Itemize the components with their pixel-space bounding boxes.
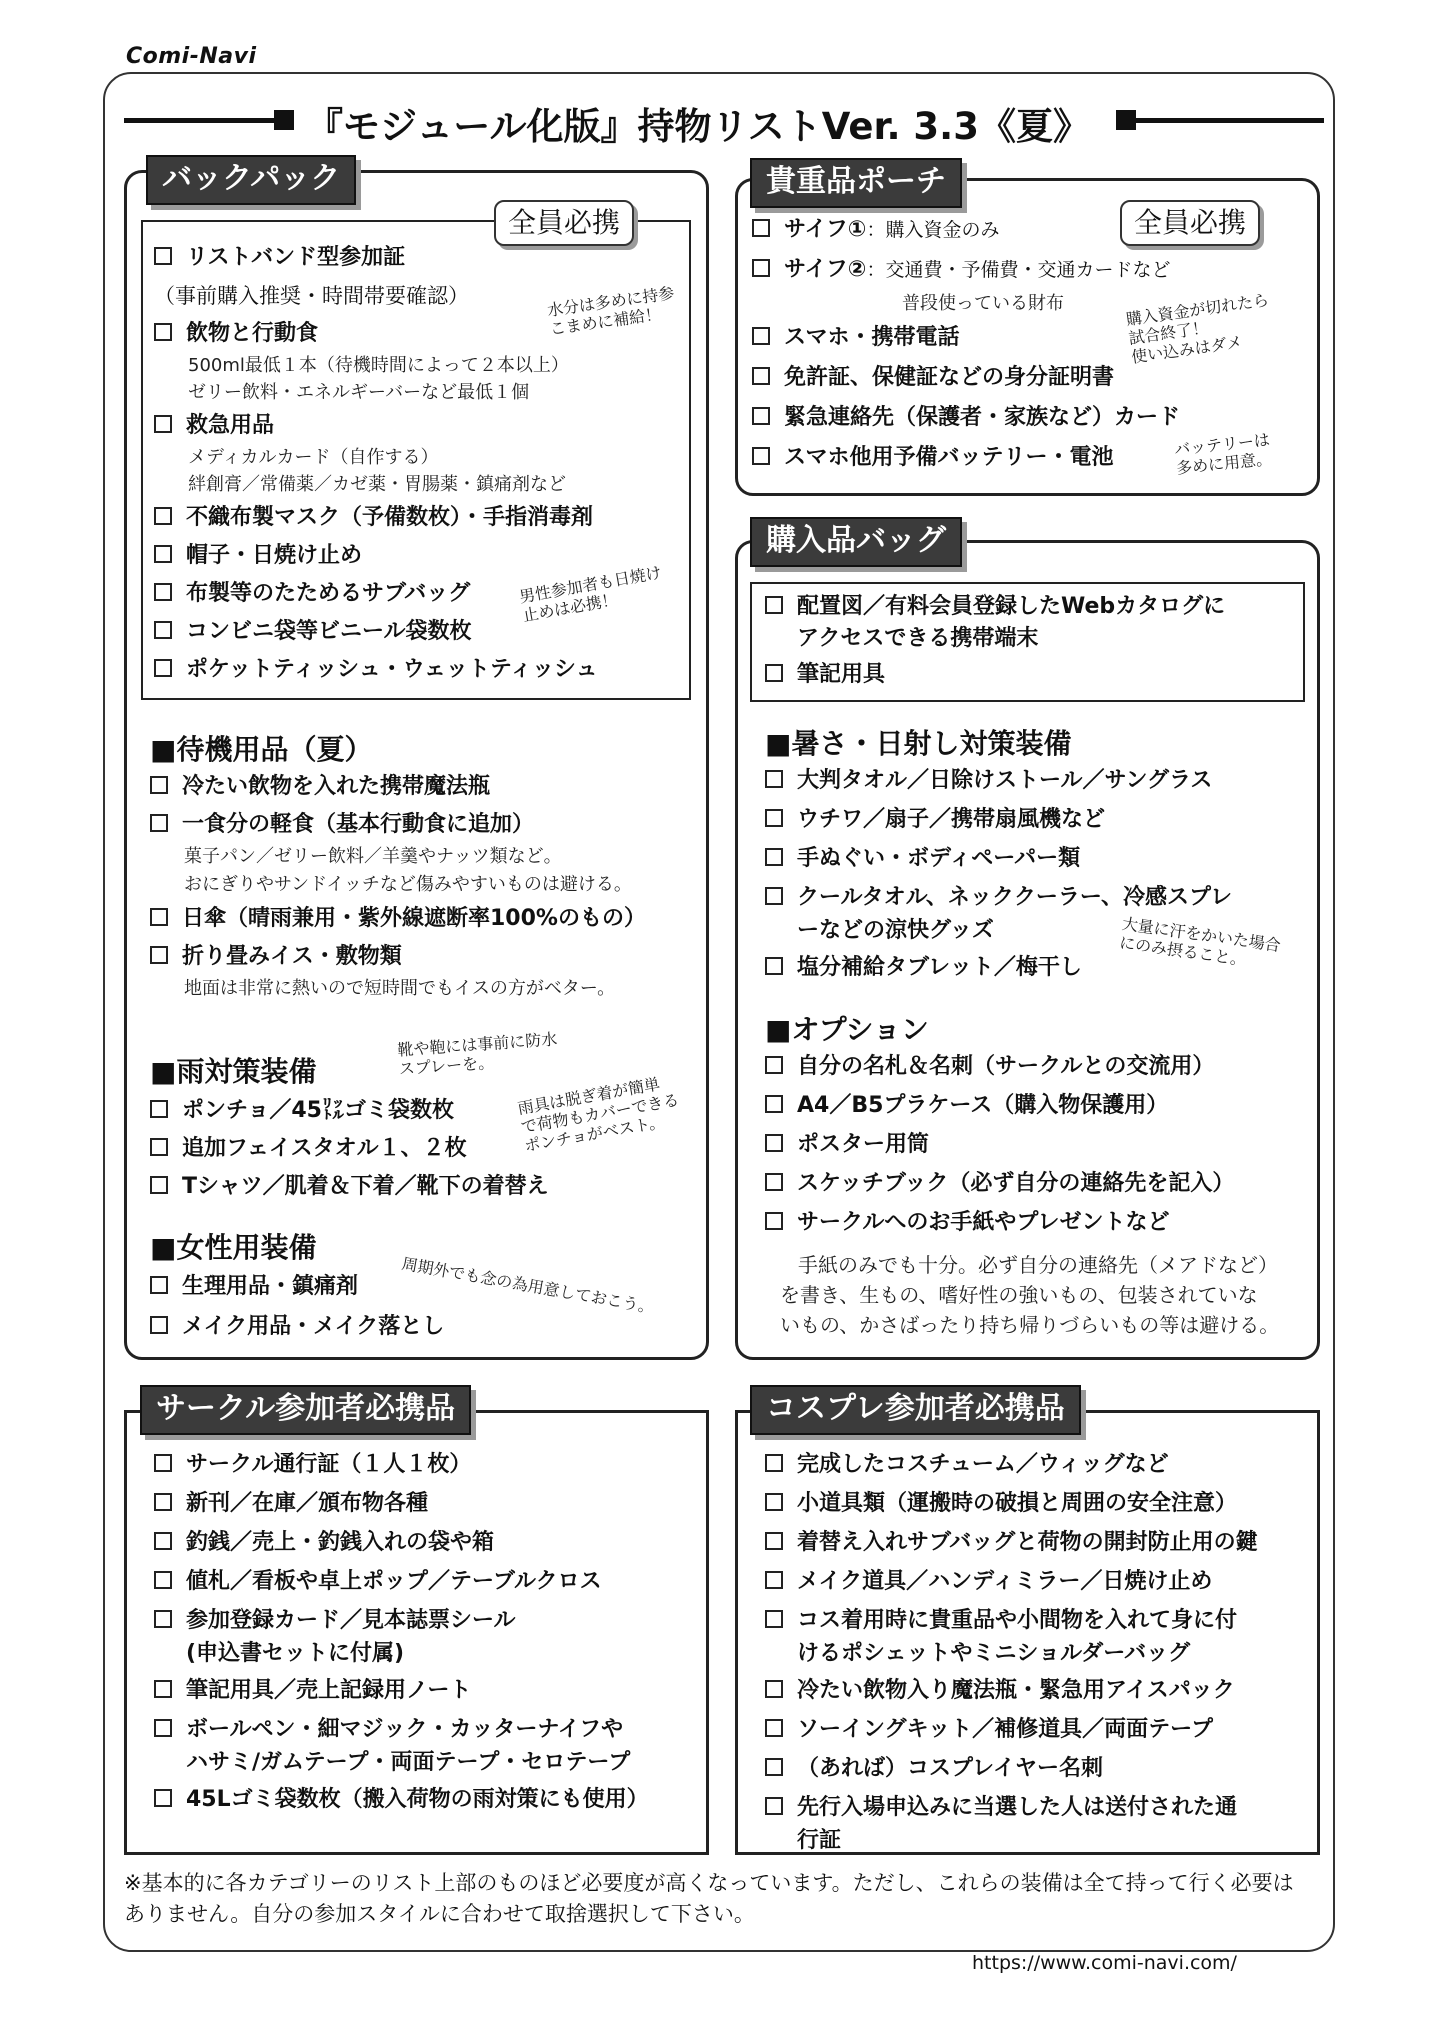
pouch-item[interactable] <box>752 255 1170 285</box>
backpack-item[interactable] <box>154 579 470 609</box>
item-label: 参加登録カード／見本誌票シール <box>186 1608 516 1633</box>
item-extra: ：購入資金のみ <box>866 219 1000 241</box>
item-label: 新刊／在庫／頒布物各種 <box>186 1491 429 1516</box>
circle-item-cont: (申込書セットに付属) <box>186 1641 405 1666</box>
checkbox-icon[interactable] <box>765 596 783 614</box>
checkbox-icon[interactable] <box>154 621 172 639</box>
rain-heading: ■雨対策装備 <box>150 1055 317 1088</box>
checkbox-icon[interactable] <box>154 507 172 525</box>
checkbox-icon[interactable] <box>154 1454 172 1472</box>
pouch-item[interactable] <box>752 363 1114 393</box>
cosplay-tag: コスプレ参加者必携品 <box>750 1385 1081 1435</box>
heat-item-cont: ーなどの涼快グッズ <box>797 918 994 943</box>
heat-item[interactable] <box>765 805 1105 835</box>
backpack-item[interactable] <box>154 503 593 533</box>
pouch-handnote: 購入資金が切れたら 試合終了！ 使い込みはダメ <box>1124 290 1270 367</box>
heat-heading: ■暑さ・日射し対策装備 <box>765 727 1072 760</box>
item-label: 生理用品・鎮痛剤 <box>182 1274 359 1299</box>
heat-item[interactable] <box>765 883 1232 913</box>
circle-item[interactable] <box>154 1450 471 1480</box>
title-rule-left <box>124 118 274 123</box>
checkbox-icon[interactable] <box>154 583 172 601</box>
item-label: 日傘（晴雨兼用・紫外線遮断率100%のもの） <box>182 906 646 931</box>
item-label: リストバンド型参加証 <box>186 245 406 270</box>
option-item[interactable] <box>765 1208 1169 1238</box>
checkbox-icon[interactable] <box>154 1789 172 1807</box>
item-label: ポケットティッシュ・ウェットティッシュ <box>186 657 598 682</box>
pouch-tag: 貴重品ポーチ <box>750 158 962 208</box>
checkbox-icon[interactable] <box>752 259 770 277</box>
item-label: 一食分の軽食（基本行動食に追加） <box>182 812 535 837</box>
item-label: 冷たい飲物を入れた携帯魔法瓶 <box>182 774 491 799</box>
cosplay-item[interactable] <box>765 1528 1258 1558</box>
waiting-item[interactable] <box>150 942 402 972</box>
checkbox-icon[interactable] <box>154 659 172 677</box>
item-label: スマホ他用予備バッテリー・電池 <box>784 445 1114 470</box>
heat-item[interactable] <box>765 844 1080 874</box>
checkbox-icon[interactable] <box>154 323 172 341</box>
checkbox-icon[interactable] <box>150 1316 168 1334</box>
circle-item[interactable] <box>154 1528 494 1558</box>
checkbox-icon[interactable] <box>765 770 783 788</box>
circle-item[interactable] <box>154 1567 602 1597</box>
item-label: サイフ② <box>784 257 867 282</box>
item-label: サイフ① <box>784 217 867 242</box>
circle-item-cont: ハサミ/ガムテープ・両面テープ・セロテープ <box>186 1750 631 1775</box>
checkbox-icon[interactable] <box>150 814 168 832</box>
rain-item[interactable] <box>150 1172 549 1202</box>
women-heading: ■女性用装備 <box>150 1231 317 1264</box>
bag-tag: 購入品バッグ <box>750 517 962 567</box>
item-label: コンビニ袋等ビニール袋数枚 <box>186 619 472 644</box>
option-item[interactable] <box>765 1091 1168 1121</box>
checkbox-icon[interactable] <box>765 1493 783 1511</box>
checkbox-icon[interactable] <box>765 1610 783 1628</box>
checkbox-icon[interactable] <box>765 1454 783 1472</box>
item-label: 救急用品 <box>186 413 275 438</box>
cosplay-item[interactable] <box>765 1793 1237 1823</box>
circle-item[interactable] <box>154 1606 516 1636</box>
backpack-item[interactable] <box>154 617 472 647</box>
checkbox-icon[interactable] <box>154 1680 172 1698</box>
option-note-line: いもの、かさばったり持ち帰りづらいもの等は避ける。 <box>780 1313 1280 1337</box>
checkbox-icon[interactable] <box>154 1493 172 1511</box>
cosplay-item[interactable] <box>765 1567 1212 1597</box>
checkbox-icon[interactable] <box>765 1095 783 1113</box>
waiting-item[interactable] <box>150 904 646 934</box>
item-label: Tシャツ／肌着＆下着／靴下の着替え <box>182 1174 549 1199</box>
cosplay-item[interactable] <box>765 1450 1169 1480</box>
item-label: 配置図／有料会員登録したWebカタログに <box>797 594 1226 619</box>
pouch-item[interactable] <box>752 443 1114 473</box>
item-label: サークルへのお手紙やプレゼントなど <box>797 1210 1170 1235</box>
item-label: 不織布製マスク（予備数枚）・手指消毒剤 <box>186 505 594 530</box>
item-label: 帽子・日焼け止め <box>186 543 363 568</box>
bag-item[interactable] <box>765 592 1225 622</box>
item-label: 大判タオル／日除けストール／サングラス <box>797 768 1213 793</box>
item-label: 折り畳みイス・敷物類 <box>182 944 402 969</box>
item-label: スマホ・携帯電話 <box>784 325 960 350</box>
item-label: ボールペン・細マジック・カッターナイフや <box>186 1717 624 1742</box>
checkbox-icon[interactable] <box>154 1719 172 1737</box>
circle-item[interactable] <box>154 1676 471 1706</box>
checkbox-icon[interactable] <box>150 908 168 926</box>
checkbox-icon[interactable] <box>752 447 770 465</box>
option-heading: ■オプション <box>765 1013 929 1046</box>
pouch-item[interactable] <box>752 323 960 353</box>
footer-note: ※基本的に各カテゴリーのリスト上部のものほど必要度が高くなっています。ただし、これらの装備は全て持って行く必要はありません。自分の参加スタイルに合わせて取捨選択して下さい。 <box>124 1871 1294 1926</box>
backpack-item <box>154 281 469 311</box>
item-label: ポスター用筒 <box>797 1132 930 1157</box>
checkbox-icon[interactable] <box>765 957 783 975</box>
option-note-line: 手紙のみでも十分。必ず自分の連絡先（メアドなど） <box>798 1253 1278 1277</box>
cosplay-item[interactable] <box>765 1606 1237 1636</box>
item-label: メイク用品・メイク落とし <box>182 1314 445 1339</box>
checkbox-icon[interactable] <box>765 664 783 682</box>
backpack-item[interactable] <box>154 655 598 685</box>
bag-item[interactable] <box>765 660 885 690</box>
cosplay-item[interactable] <box>765 1754 1103 1784</box>
item-label: メイク道具／ハンディミラー／日焼け止め <box>797 1569 1213 1594</box>
checkbox-icon[interactable] <box>752 327 770 345</box>
backpack-handnote: 水分は多めに持参 こまめに補給！ <box>545 283 676 339</box>
backpack-item-sub: メディカルカード（自作する） <box>188 447 439 468</box>
item-label: 完成したコスチューム／ウィッグなど <box>797 1452 1169 1477</box>
checkbox-icon[interactable] <box>765 809 783 827</box>
item-label: 冷たい飲物入り魔法瓶・緊急用アイスパック <box>797 1678 1235 1703</box>
waiting-item[interactable] <box>150 810 534 840</box>
checkbox-icon[interactable] <box>154 247 172 265</box>
checkbox-icon[interactable] <box>150 946 168 964</box>
pouch-handnote: バッテリーは 多めに用意。 <box>1173 430 1273 478</box>
women-item[interactable] <box>150 1312 444 1342</box>
checkbox-icon[interactable] <box>154 415 172 433</box>
item-label: コス着用時に貴重品や小間物を入れて身に付 <box>797 1608 1238 1633</box>
circle-item[interactable] <box>154 1715 623 1745</box>
checkbox-icon[interactable] <box>765 1134 783 1152</box>
checkbox-icon[interactable] <box>150 1176 168 1194</box>
cosplay-item-cont: けるポシェットやミニショルダーバッグ <box>797 1641 1191 1666</box>
backpack-item[interactable] <box>154 541 362 571</box>
item-label: 布製等のたためるサブバッグ <box>186 581 471 606</box>
item-label: 緊急連絡先（保護者・家族など）カード <box>784 405 1181 430</box>
cosplay-item[interactable] <box>765 1489 1237 1519</box>
backpack-item-sub: 絆創膏／常備薬／カゼ薬・胃腸薬・鎮痛剤など <box>188 474 566 495</box>
bag-item-cont: アクセスできる携帯端末 <box>797 626 1039 651</box>
option-item[interactable] <box>765 1130 929 1160</box>
pouch-item[interactable] <box>752 215 999 245</box>
item-label: 値札／看板や卓上ポップ／テーブルクロス <box>186 1569 602 1594</box>
heat-handnote: 大量に汗をかいた場合 にのみ摂ること。 <box>1118 914 1282 970</box>
item-label: 着替え入れサブバッグと荷物の開封防止用の鍵 <box>797 1530 1258 1555</box>
item-label: 飲物と行動食 <box>186 321 319 346</box>
checkbox-icon[interactable] <box>154 1571 172 1589</box>
item-label: 塩分補給タブレット／梅干し <box>797 955 1082 980</box>
item-label: 自分の名札＆名刺（サークルとの交流用） <box>797 1054 1215 1079</box>
item-label: ウチワ／扇子／携帯扇風機など <box>797 807 1106 832</box>
item-label: ポンチョ／45㍑ゴミ袋数枚 <box>182 1098 454 1123</box>
backpack-item[interactable] <box>154 411 274 441</box>
backpack-item-sub: 500ml最低１本（待機時間によって２本以上） <box>188 355 569 376</box>
rain-item[interactable] <box>150 1096 454 1126</box>
checkbox-icon[interactable] <box>154 1610 172 1628</box>
item-label: 先行入場申込みに当選した人は送付された通 <box>797 1795 1238 1820</box>
item-label: 手ぬぐい・ボディペーパー類 <box>797 846 1081 871</box>
option-item[interactable] <box>765 1052 1214 1082</box>
checkbox-icon[interactable] <box>150 1138 168 1156</box>
checkbox-icon[interactable] <box>150 1276 168 1294</box>
checkbox-icon[interactable] <box>765 1571 783 1589</box>
item-label: スケッチブック（必ず自分の連絡先を記入） <box>797 1171 1235 1196</box>
item-label: サークル通行証（１人１枚） <box>186 1452 472 1477</box>
title-bar <box>124 96 1324 146</box>
cosplay-item[interactable] <box>765 1715 1213 1745</box>
women-item[interactable] <box>150 1272 358 1302</box>
item-label: 釣銭／売上・釣銭入れの袋や箱 <box>186 1530 495 1555</box>
heat-item[interactable] <box>765 953 1082 983</box>
circle-item[interactable] <box>154 1785 649 1815</box>
pouch-must-badge: 全員必携 <box>1120 200 1260 246</box>
checkbox-icon[interactable] <box>765 1173 783 1191</box>
pouch-item[interactable] <box>752 403 1180 433</box>
item-label: 追加フェイスタオル１、２枚 <box>182 1136 467 1161</box>
option-note-line: を書き、生もの、嗜好性の強いもの、包装されていな <box>780 1283 1258 1307</box>
backpack-handnote: 男性参加者も日焼け 止めは必携！ <box>517 562 663 626</box>
waiting-heading: ■待機用品（夏） <box>150 733 373 766</box>
checkbox-icon[interactable] <box>765 1758 783 1776</box>
item-label: （あれば）コスプレイヤー名刺 <box>797 1756 1104 1781</box>
circle-tag: サークル参加者必携品 <box>140 1385 471 1435</box>
checkbox-icon[interactable] <box>765 1532 783 1550</box>
option-item[interactable] <box>765 1169 1234 1199</box>
backpack-item[interactable] <box>154 319 318 349</box>
cosplay-item[interactable] <box>765 1676 1235 1706</box>
waiting-item-sub: おにぎりやサンドイッチなど傷みやすいものは避ける。 <box>184 874 632 895</box>
backpack-tag: バックパック <box>146 155 356 205</box>
checkbox-icon[interactable] <box>154 545 172 563</box>
page-title: 『モジュール化版』持物リストVer. 3.3《夏》 <box>306 105 1090 148</box>
checkbox-icon[interactable] <box>752 367 770 385</box>
rain-handnote: 靴や鞄には事前に防水 スプレーを。 <box>396 1029 558 1079</box>
checkbox-icon[interactable] <box>765 1056 783 1074</box>
item-label: 筆記用具／売上記録用ノート <box>186 1678 472 1703</box>
title-rule-right <box>1134 118 1324 123</box>
waiting-item-sub: 菓子パン／ゼリー飲料／羊羹やナッツ類など。 <box>184 846 562 867</box>
checkbox-icon[interactable] <box>765 1212 783 1230</box>
checkbox-icon[interactable] <box>150 776 168 794</box>
rain-item[interactable] <box>150 1134 467 1164</box>
checkbox-icon[interactable] <box>150 1100 168 1118</box>
pouch-item-sub: 普段使っている財布 <box>902 293 1064 314</box>
women-handnote: 周期外でも念の為用意しておこう。 <box>400 1253 656 1318</box>
item-label: 筆記用具 <box>797 662 886 687</box>
cosplay-item-cont: 行証 <box>797 1828 842 1853</box>
item-label: 免許証、保健証などの身分証明書 <box>784 365 1115 390</box>
circle-item[interactable] <box>154 1489 428 1519</box>
checkbox-icon[interactable] <box>765 1680 783 1698</box>
item-label: 小道具類（運搬時の破損と周囲の安全注意） <box>797 1491 1238 1516</box>
checkbox-icon[interactable] <box>752 219 770 237</box>
title-square-left <box>274 110 294 130</box>
waiting-item[interactable] <box>150 772 490 802</box>
rain-handnote: 雨具は脱ぎ着が簡単 で荷物もカバーできる ポンチョがベスト。 <box>516 1074 681 1156</box>
item-extra: ：交通費・予備費・交通カードなど <box>866 259 1171 281</box>
item-label: 45Lゴミ袋数枚（搬入荷物の雨対策にも使用） <box>186 1787 649 1812</box>
item-label: クールタオル、ネッククーラー、冷感スプレ <box>797 885 1233 910</box>
title-square-right <box>1116 110 1136 130</box>
item-label: A4／B5プラケース（購入物保護用） <box>797 1093 1169 1118</box>
checkbox-icon[interactable] <box>765 887 783 905</box>
backpack-must-badge: 全員必携 <box>494 200 634 246</box>
heat-item[interactable] <box>765 766 1212 796</box>
checkbox-icon[interactable] <box>765 1797 783 1815</box>
brand-logo: Comi-Navi <box>126 44 257 69</box>
item-label: ソーイングキット／補修道具／両面テープ <box>797 1717 1214 1742</box>
item-label: （事前購入推奨・時間帯要確認） <box>154 284 469 308</box>
checkbox-icon[interactable] <box>154 1532 172 1550</box>
checkbox-icon[interactable] <box>765 848 783 866</box>
backpack-item[interactable] <box>154 243 405 273</box>
waiting-item-sub: 地面は非常に熱いので短時間でもイスの方がベター。 <box>184 978 616 999</box>
site-url: https://www.comi-navi.com/ <box>972 1952 1237 1974</box>
checkbox-icon[interactable] <box>765 1719 783 1737</box>
checkbox-icon[interactable] <box>752 407 770 425</box>
backpack-item-sub: ゼリー飲料・エネルギーバーなど最低１個 <box>188 382 530 403</box>
